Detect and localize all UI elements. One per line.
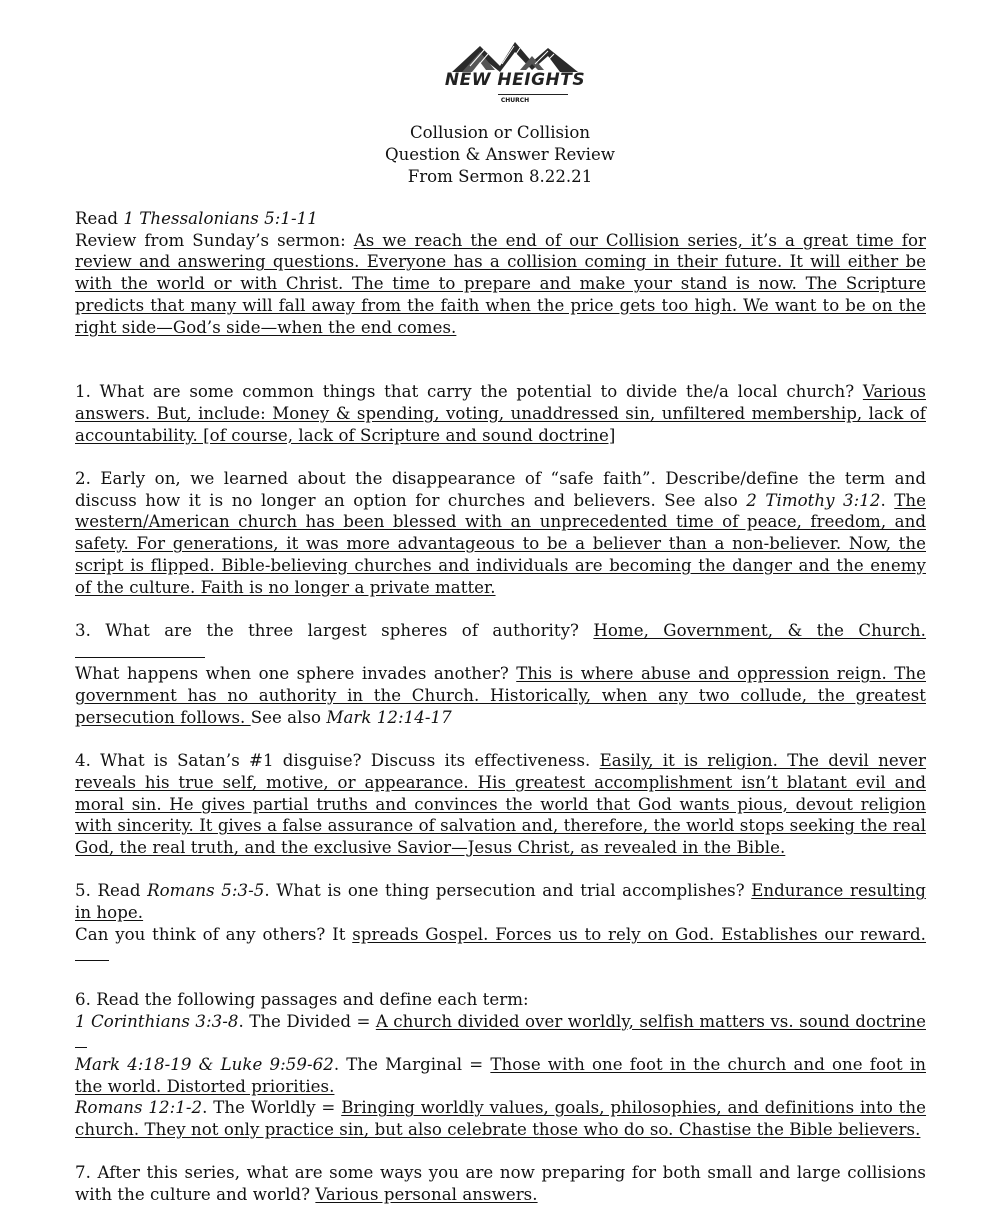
answer-blank xyxy=(75,959,109,961)
document-subtitle: Question & Answer Review xyxy=(384,144,616,164)
question-6-divided: 1 Corinthians 3:3-8. The Divided = A church divided over worldly, selfish matters vs. sound doctrine xyxy=(75,1011,926,1054)
answer-blank xyxy=(75,656,205,658)
scripture-reference: Mark 12:14-17 xyxy=(326,707,452,727)
scripture-reference: Romans 5:3-5 xyxy=(147,881,265,901)
question-5a: 5. Read Romans 5:3-5. What is one thing persecution and trial accomplishes? Endurance resulting in hope. xyxy=(75,881,926,923)
scripture-reference: Mark 4:18-19 & Luke 9:59-62 xyxy=(75,1054,334,1074)
answer-text: Various personal answers. xyxy=(315,1185,538,1205)
document-header xyxy=(0,122,1000,187)
answer-text: The western/American church has been blessed with an unprecedented time of peace, freedom, and safety. For generations, it was more advantageous to be a believer than a non-believer. Now, the script is flipped. Bible-believing churches and individuals are becoming the danger and the enemy of the culture. Faith is no longer a private matter. xyxy=(75,490,926,597)
scripture-reference: 1 Thessalonians 5:1-11 xyxy=(123,209,318,228)
church-logo xyxy=(440,36,590,114)
question-6-marginal: Mark 4:18-19 & Luke 9:59-62. The Marginal = Those with one foot in the church and one foot in the world. Distorted priorities. xyxy=(75,1054,926,1096)
intro-read: Read 1 Thessalonians 5:1-11 xyxy=(75,209,318,228)
answer-text: As we reach the end of our Collision series, it’s a great time for review and answering questions. Everyone has a collision coming in their future. It will either be with the world or with Christ. The time to prepare and make your stand is now. The Scripture predicts that many will fall away from the faith when the price gets too high. We want to be on the right side—God’s side—when the end comes. xyxy=(75,230,926,337)
scripture-reference: 1 Corinthians 3:3-8 xyxy=(75,1011,239,1031)
question-3b: What happens when one sphere invades another? This is where abuse and oppression reign. The government has no authority in the Church. Historically, when any two collude, the greatest persecution follows. See also Mark 12:14-17 xyxy=(75,664,926,727)
document-title: Collusion or Collision xyxy=(409,123,591,142)
question-4: 4. What is Satan’s #1 disguise? Discuss its effectiveness. Easily, it is religion. The devil never reveals his true self, motive, or appearance. His greatest accomplishment isn’t blatant evil and moral sin. He gives partial truths and convinces the world that God wants pious, devout religion with sincerity. It gives a false assurance of salvation and, therefore, the world stops seeking the real God, the real truth, and the exclusive Savior—Jesus Christ, as revealed in the Bible. xyxy=(75,751,927,857)
question-2: 2. Early on, we learned about the disappearance of “safe faith”. Describe/define the term and discuss how it is no longer an option for churches and believers. See also 2 Timothy 3:12. The western/American church has been blessed with an unprecedented time of peace, freedom, and safety. For generations, it was more advantageous to be a believer than a non-believer. Now, the script is flipped. Bible-believing churches and individuals are becoming the danger and the enemy of the culture. Faith is no longer a private matter. xyxy=(75,469,926,597)
sermon-date: From Sermon 8.22.21 xyxy=(407,166,593,186)
scripture-reference: 2 Timothy 3:12 xyxy=(746,490,881,510)
answer-text: Endurance resulting in hope. xyxy=(75,881,926,923)
question-6-intro: 6. Read the following passages and define each term: xyxy=(75,989,529,1009)
answer-text: spreads Gospel. Forces us to rely on God. Establishes our reward. xyxy=(352,924,927,944)
document-body xyxy=(75,208,926,1206)
logo-divider xyxy=(498,94,568,95)
logo-name: NEW HEIGHTS xyxy=(444,70,586,90)
scripture-reference: Romans 12:1-2 xyxy=(75,1098,203,1118)
answer-text: Easily, it is religion. The devil never reveals his true self, motive, or appearance. His greatest accomplishment isn’t blatant evil and moral sin. He gives partial truths and convinces the world that God wants pious, devout religion with sincerity. It gives a false assurance of salvation and, therefore, the world stops seeking the real God, the real truth, and the exclusive Savior—Jesus Christ, as revealed in the Bible. xyxy=(75,751,927,857)
question-6-worldly: Romans 12:1-2. The Worldly = Bringing worldly values, goals, philosophies, and definitions into the church. They not only practice sin, but also celebrate those who do so. Chastise the Bible believers. xyxy=(75,1098,927,1140)
answer-text: A church divided over worldly, selfish matters vs. sound doctrine xyxy=(375,1011,926,1031)
answer-text: Those with one foot in the church and one foot in the world. Distorted priorities. xyxy=(75,1054,926,1096)
answer-text: Bringing worldly values, goals, philosophies, and definitions into the church. They not only practice sin, but also celebrate those who do so. Chastise the Bible believers. xyxy=(75,1098,927,1140)
answer-text: This is where abuse and oppression reign. The government has no authority in the Church. Historically, when any two collude, the greatest persecution follows. xyxy=(75,664,926,727)
question-3a: 3. What are the three largest spheres of authority? Home, Government, & the Church. xyxy=(75,620,926,663)
answer-text: Various answers. But, include: Money & spending, voting, unaddressed sin, unfiltered membership, lack of accountability. [of course, lack of Scripture and sound doctrine] xyxy=(75,382,926,445)
question-7: 7. After this series, what are some ways you are now preparing for both small and large collisions with the culture and world? Various personal answers. xyxy=(75,1163,926,1205)
answer-blank xyxy=(75,1046,87,1048)
intro-review: Review from Sunday’s sermon: As we reach the end of our Collision series, it’s a great time for review and answering questions. Everyone has a collision coming in their future. It will either be with the world or with Christ. The time to prepare and make your stand is now. The Scripture predicts that many will fall away from the faith when the price gets too high. We want to be on the right side—God’s side—when the end comes. xyxy=(75,230,926,337)
question-5b: Can you think of any others? It spreads Gospel. Forces us to rely on God. Establishes our reward. xyxy=(75,924,926,967)
logo-subtitle: CHURCH xyxy=(500,97,530,104)
question-1: 1. What are some common things that carry the potential to divide the/a local church? Various answers. But, include: Money & spending, voting, unaddressed sin, unfiltered membership, lack of accountability. [of course, lack of Scripture and sound doctrine] xyxy=(75,382,926,445)
answer-text: Home, Government, & the Church. xyxy=(593,620,926,640)
